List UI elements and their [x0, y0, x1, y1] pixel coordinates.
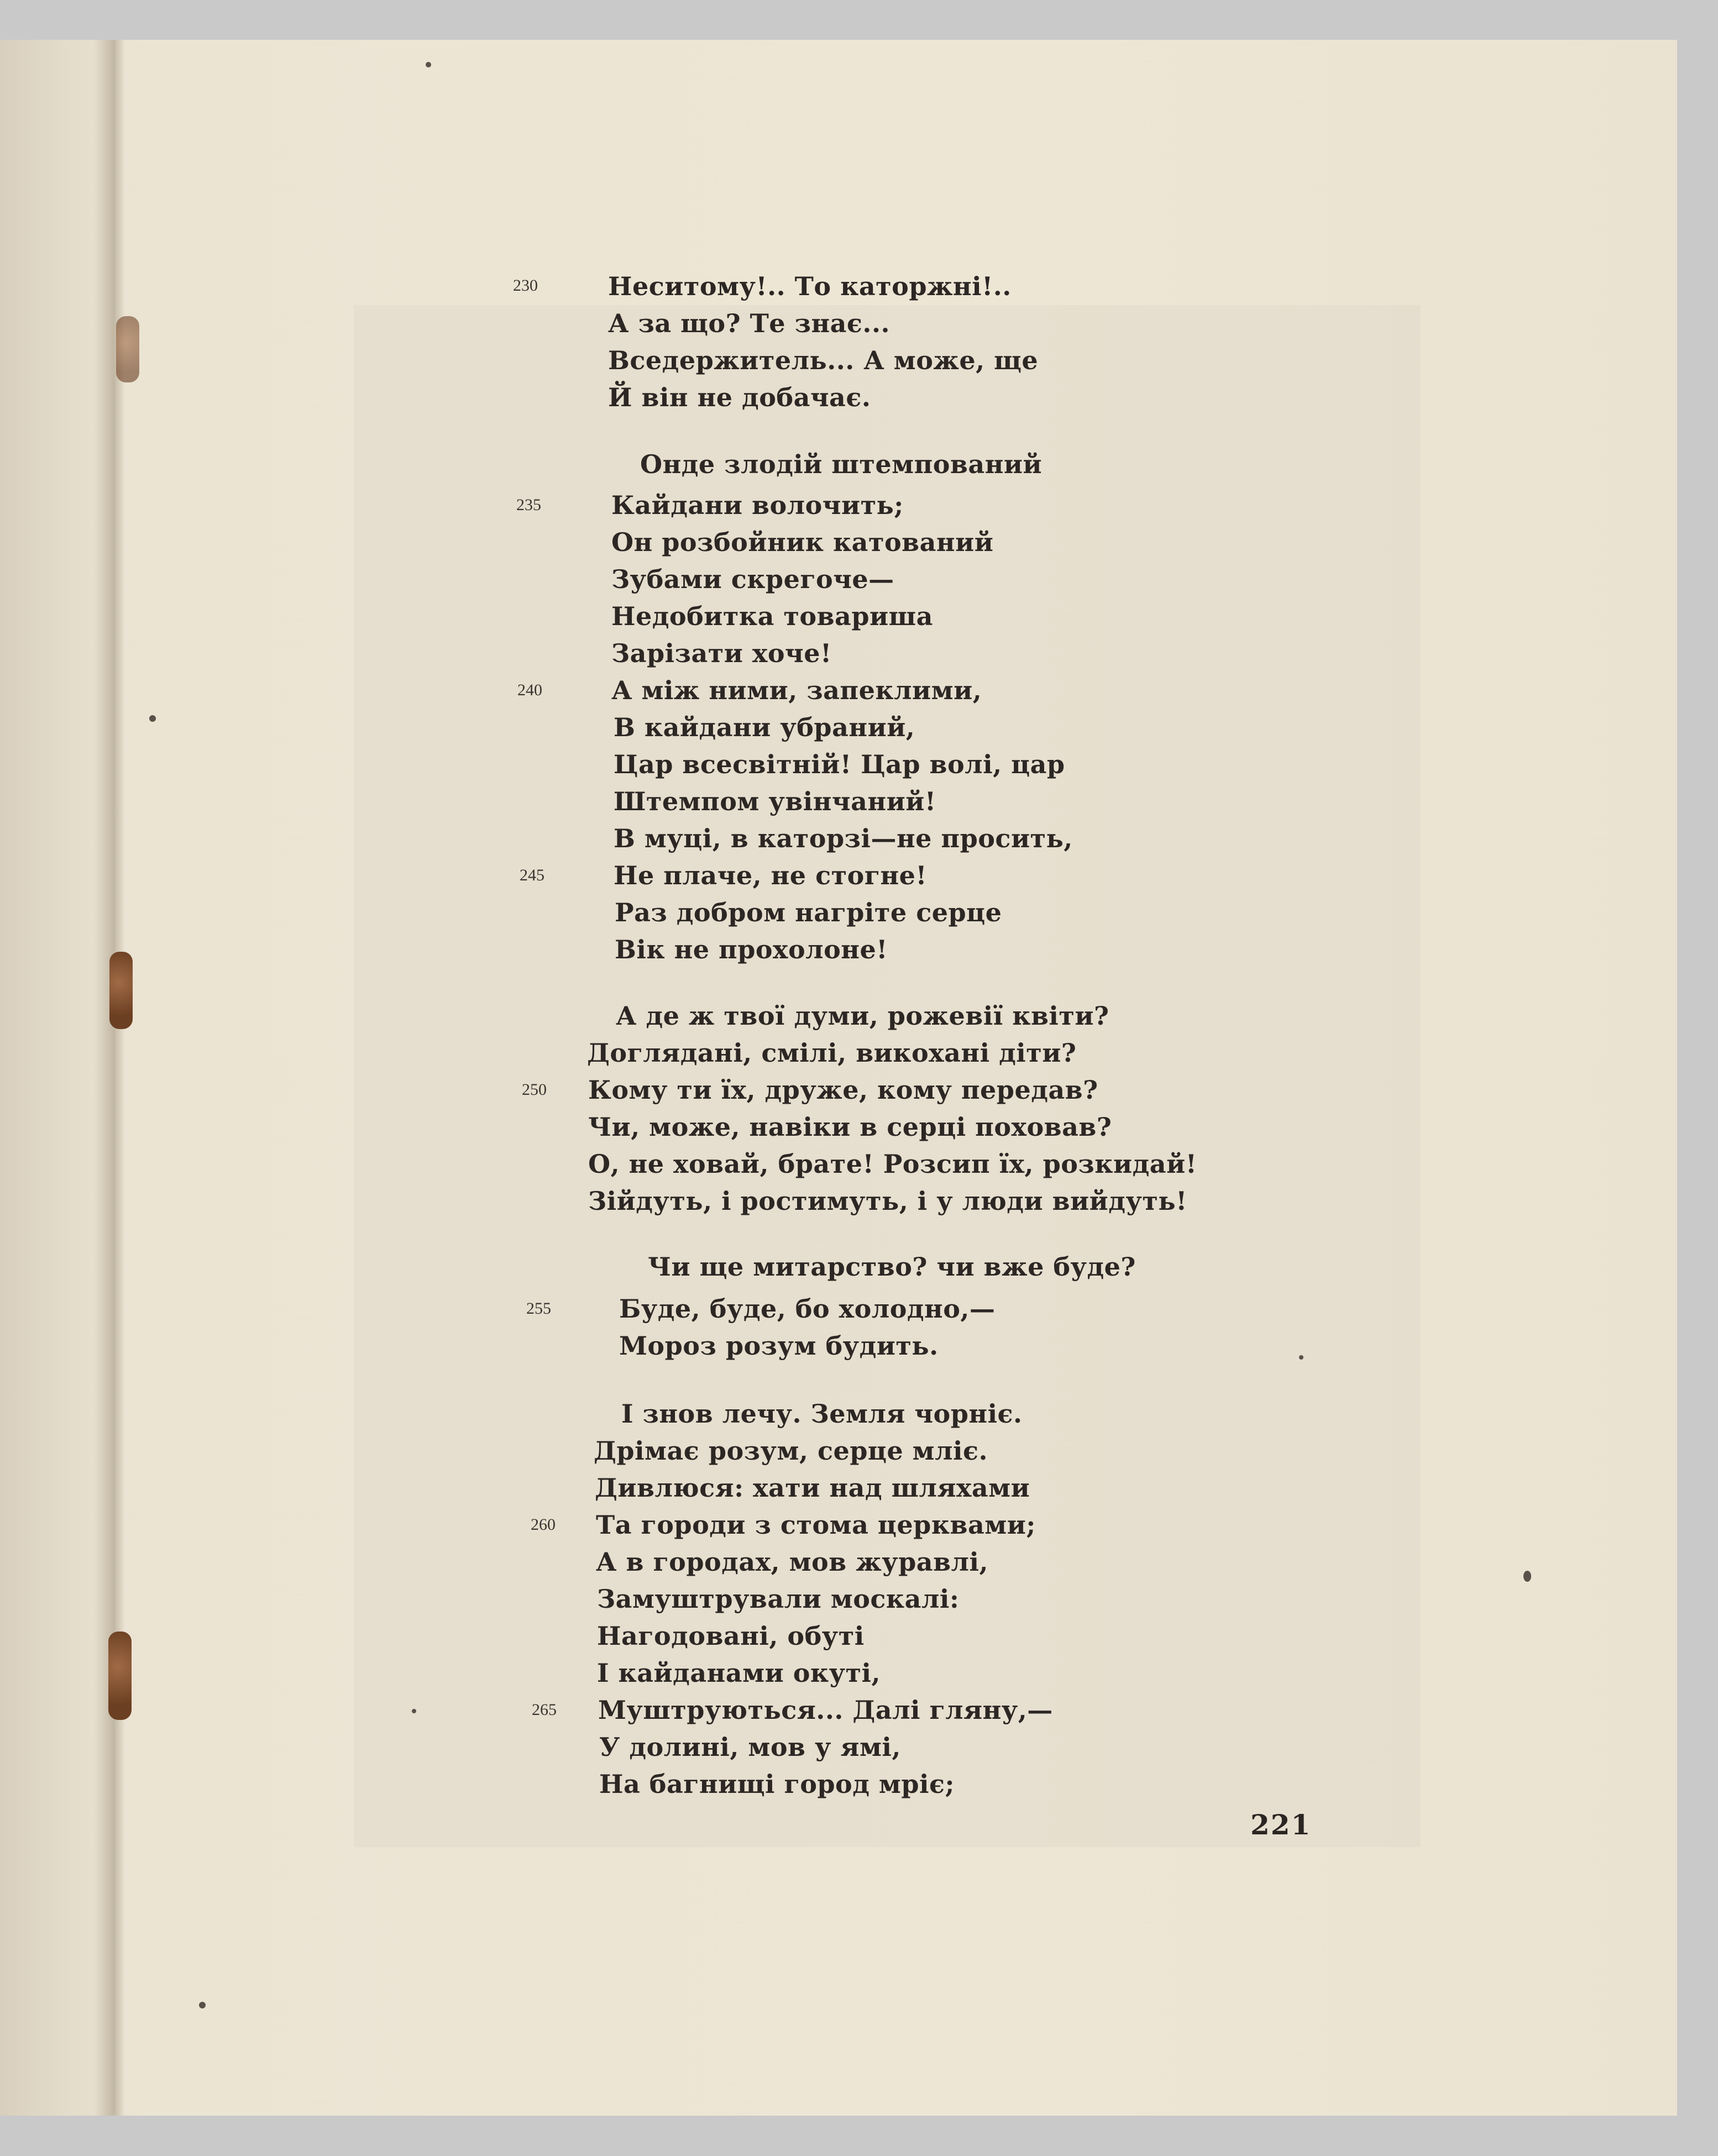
- line-number: 250: [522, 1080, 547, 1099]
- poem-line: Кому ти їх, друже, кому передав?: [588, 1075, 1098, 1105]
- poem-line: Дивлюся: хати над шляхами: [595, 1473, 1030, 1503]
- poem-line: Дрімає розум, серце мліє.: [594, 1436, 988, 1466]
- poem-line: Онде злодій штемпований: [640, 449, 1043, 479]
- poem-line: Мороз розум будить.: [619, 1331, 939, 1361]
- poem-line: Вседержитель... А може, ще: [608, 345, 1039, 375]
- poem-line: Чи ще митарство? чи вже буде?: [648, 1252, 1136, 1282]
- poem-line: Нагодовані, обуті: [597, 1621, 865, 1651]
- poem-line: Замуштрували москалі:: [597, 1584, 960, 1614]
- line-number: 260: [531, 1515, 556, 1534]
- paper-speck: [426, 62, 431, 67]
- poem-text: [0, 40, 1677, 2116]
- poem-line: Неситому!.. То каторжні!..: [608, 271, 1012, 301]
- poem-line: На багнищі город мріє;: [599, 1769, 955, 1799]
- poem-line: Буде, буде, бо холодно,—: [619, 1294, 996, 1324]
- paper-speck: [1523, 1571, 1531, 1582]
- line-number: 230: [513, 276, 538, 295]
- poem-line: Раз добром нагріте серце: [615, 898, 1002, 927]
- line-number: 255: [526, 1299, 551, 1318]
- poem-line: А за що? Те знає...: [608, 308, 890, 338]
- paper-speck: [149, 715, 156, 722]
- paper-speck: [199, 2002, 206, 2008]
- poem-line: А між ними, запеклими,: [611, 675, 982, 705]
- poem-line: Цар всесвітній! Цар волі, цар: [614, 749, 1065, 779]
- line-number: 265: [532, 1701, 557, 1719]
- poem-line: Не плаче, не стогне!: [614, 861, 928, 890]
- page-number: 221: [1250, 1808, 1312, 1841]
- poem-line: Чи, може, навіки в серці поховав?: [588, 1112, 1112, 1142]
- poem-line: Недобитка товариша: [611, 601, 933, 631]
- line-number: 240: [517, 681, 542, 699]
- poem-line: Вік не прохолоне!: [615, 935, 888, 964]
- poem-line: Кайдани волочить;: [611, 490, 904, 520]
- paper-speck: [412, 1709, 416, 1713]
- poem-line: Муштруються... Далі гляну,—: [598, 1695, 1053, 1725]
- poem-line: В кайдани убраний,: [614, 712, 915, 742]
- poem-line: Зарізати хоче!: [611, 638, 832, 668]
- book-page: [0, 40, 1677, 2116]
- line-number: 245: [520, 866, 544, 884]
- paper-speck: [1299, 1355, 1303, 1360]
- poem-line: А в городах, мов журавлі,: [596, 1547, 988, 1577]
- line-number: 235: [516, 496, 541, 514]
- poem-line: І знов лечу. Земля чорніє.: [621, 1399, 1023, 1429]
- poem-line: Штемпом увінчаний!: [614, 786, 936, 816]
- poem-line: У долині, мов у ямі,: [599, 1732, 901, 1762]
- poem-line: О, не ховай, брате! Розсип їх, розкидай!: [588, 1149, 1197, 1179]
- poem-line: Та городи з стома церквами;: [596, 1510, 1036, 1540]
- poem-line: Доглядані, смілі, викохані діти?: [587, 1038, 1077, 1068]
- poem-line: Зубами скрегоче—: [611, 564, 894, 594]
- poem-line: Он розбойник катований: [611, 527, 994, 557]
- poem-line: А де ж твої думи, рожевії квіти?: [616, 1001, 1109, 1031]
- poem-line: Й він не добачає.: [608, 382, 871, 412]
- poem-line: В муці, в каторзі—не просить,: [614, 823, 1073, 853]
- poem-line: Зійдуть, і ростимуть, і у люди вийдуть!: [588, 1186, 1187, 1216]
- poem-line: І кайданами окуті,: [597, 1658, 881, 1688]
